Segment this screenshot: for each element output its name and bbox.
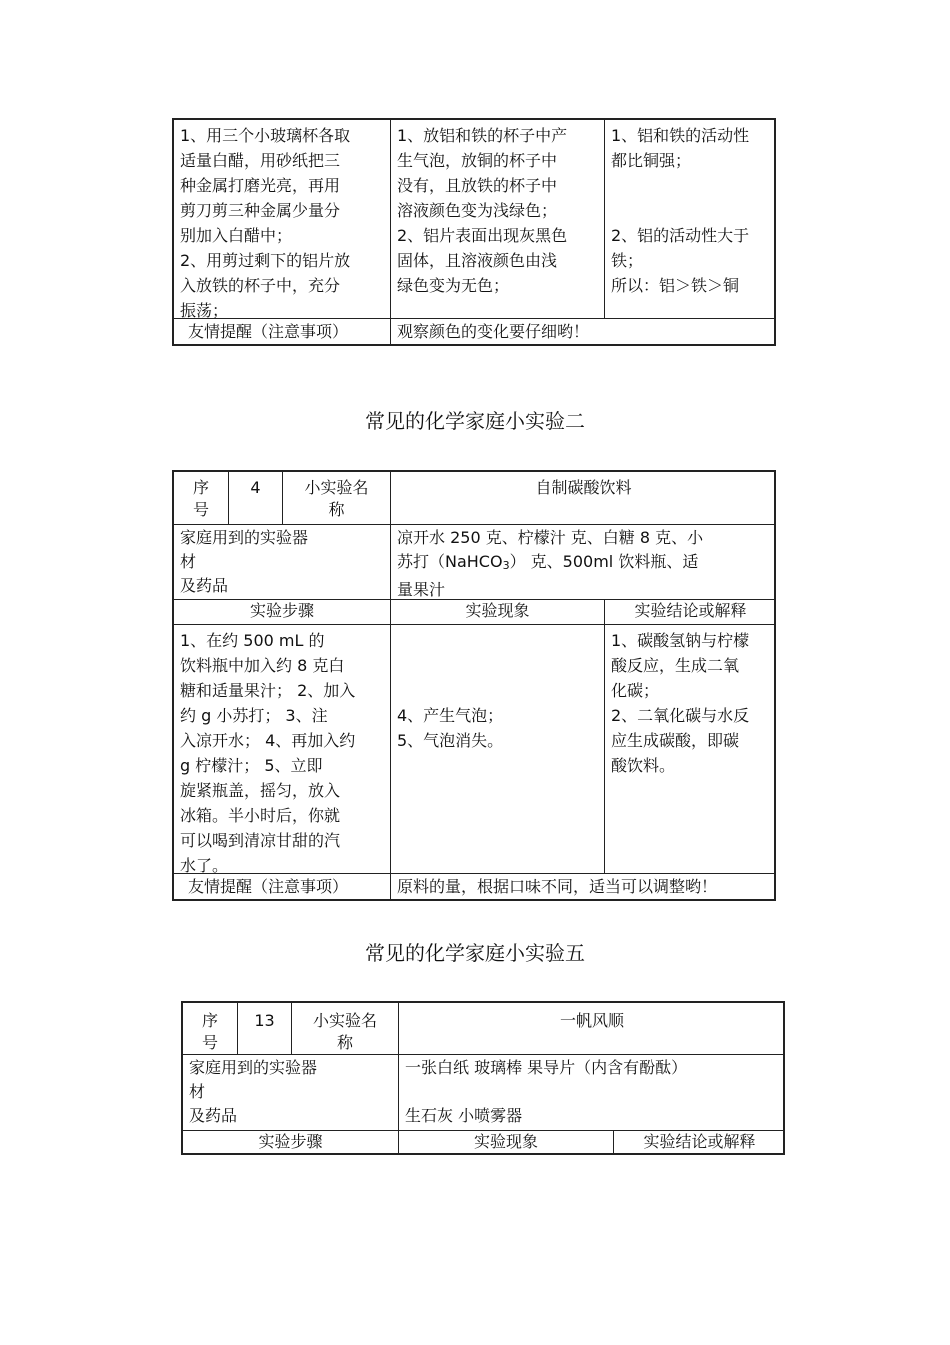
experiment-table-2 (172, 470, 776, 901)
experiment-table-1 (172, 118, 776, 346)
conclusion-cell: 1、铝和铁的活动性 都比铜强； 2、铝的活动性大于 铁； 所以：铝＞铁＞铜 (611, 126, 750, 295)
experiment-name-label: 小实验名 称 (304, 478, 369, 519)
tip-text: 观察颜色的变化要仔细哟！ (397, 322, 590, 341)
experiment-table-3 (181, 1001, 785, 1155)
tip-label: 友情提醒（注意事项） (188, 322, 349, 341)
experiment-name-value: 一帆风顺 (559, 1011, 624, 1030)
column-header-conclusion: 实验结论或解释 (643, 1132, 756, 1151)
materials-label: 家庭用到的实验器 材 及药品 (189, 1058, 318, 1125)
phenomenon-cell: 4、产生气泡； 5、气泡消失。 (397, 706, 504, 750)
conclusion-cell: 1、碳酸氢钠与柠檬 酸反应，生成二氧 化碳； 2、二氧化碳与水反 应生成碳酸，即碳 酸饮料。 (611, 631, 750, 775)
tip-text: 原料的量，根据口味不同，适当可以调整哟！ (397, 877, 718, 896)
steps-cell: 1、用三个小玻璃杯各取 适量白醋，用砂纸把三 种金属打磨光亮，再用 剪刀剪三种金属少量分 别加入白醋中； 2、用剪过剩下的铝片放 入放铁的杯子中，充分 振荡； (180, 126, 351, 320)
column-header-phenomenon: 实验现象 (473, 1132, 538, 1151)
column-header-conclusion: 实验结论或解释 (634, 601, 747, 620)
number-value: 4 (250, 478, 261, 497)
column-header-phenomenon: 实验现象 (465, 601, 530, 620)
column-header-steps: 实验步骤 (258, 1132, 323, 1151)
number-value: 13 (254, 1011, 275, 1030)
number-label: 序 号 (201, 1011, 218, 1052)
materials-label: 家庭用到的实验器 材 及药品 (180, 528, 309, 595)
section-title-2: 常见的化学家庭小实验二 (365, 409, 585, 433)
materials-value: 凉开水 250 克、柠檬汁 克、白糖 8 克、小 苏打（NaHCO$_3$） 克、500ml 饮料瓶、适 量果汁 (397, 528, 704, 599)
tip-label: 友情提醒（注意事项） (188, 877, 349, 896)
number-label: 序 号 (192, 478, 209, 519)
column-header-steps: 实验步骤 (249, 601, 314, 620)
phenomenon-cell: 1、放铝和铁的杯子中产 生气泡，放铜的杯子中 没有，且放铁的杯子中 溶液颜色变为浅绿色； 2、铝片表面出现灰黑色 固体，且溶液颜色由浅 绿色变为无色； (397, 126, 568, 295)
steps-cell: 1、在约 500 mL 的 饮料瓶中加入约 8 克白 糖和适量果汁； 2、加入 约 g 小苏打； 3、注 入凉开水； 4、再加入约 g 柠檬汁； 5、立即 旋紧瓶盖，摇匀，放入 冰箱。半小时后，你就 可以喝到清凉甘甜的汽 水了。 (180, 631, 356, 875)
section-title-3: 常见的化学家庭小实验五 (365, 941, 585, 965)
experiment-name-label: 小实验名 称 (312, 1011, 377, 1052)
materials-value: 一张白纸 玻璃棒 果导片（内含有酚酞） 生石灰 小喷雾器 (405, 1058, 688, 1125)
experiment-name-value: 自制碳酸饮料 (535, 478, 632, 497)
